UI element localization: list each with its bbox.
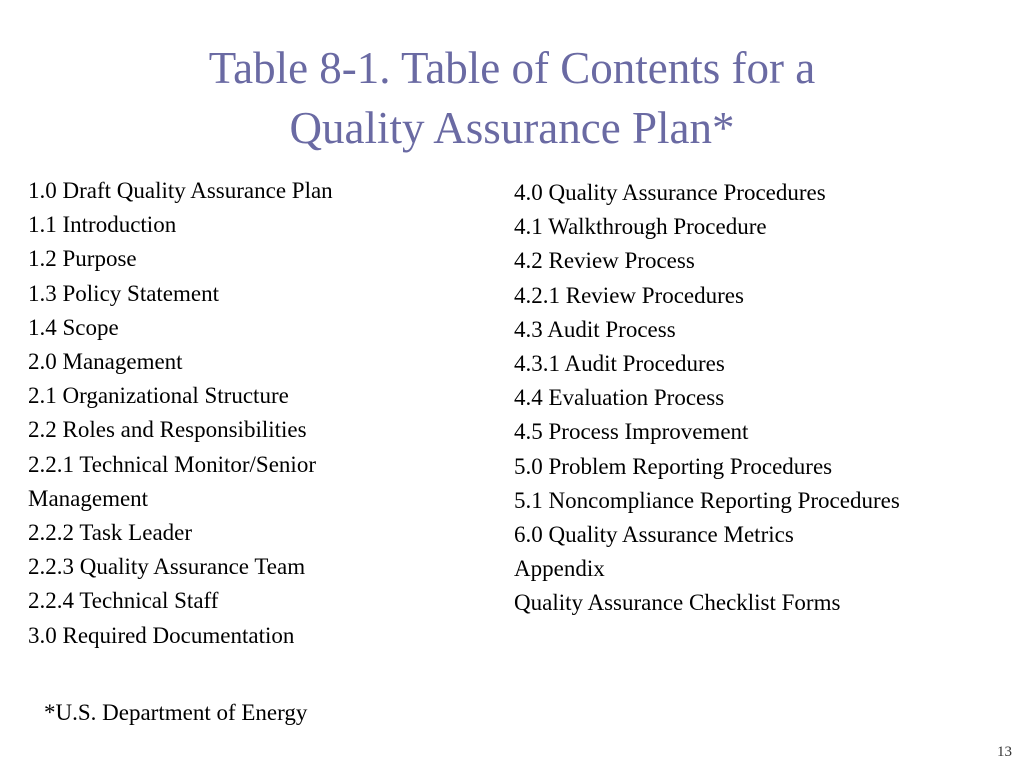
toc-entry: 4.2 Review Process (514, 248, 695, 274)
toc-entry: 2.2.4 Technical Staff (28, 588, 219, 614)
footnote: *U.S. Department of Energy (44, 700, 308, 725)
toc-right-column (514, 176, 1014, 621)
toc-entry: 4.4 Evaluation Process (514, 385, 725, 411)
toc-entry: 2.2.1 Technical Monitor/Senior Management (28, 451, 316, 511)
toc-entry: 4.5 Process Improvement (514, 419, 749, 445)
toc-entry: 5.0 Problem Reporting Procedures (514, 453, 833, 479)
toc-entry: 2.0 Management (28, 349, 183, 375)
toc-entry: 1.4 Scope (28, 314, 119, 340)
toc-left-column (28, 174, 408, 653)
toc-entry: 2.2 Roles and Responsibilities (28, 417, 307, 443)
toc-entry: 4.2.1 Review Procedures (514, 282, 744, 308)
toc-entry: Quality Assurance Checklist Forms (514, 590, 841, 616)
toc-entry: 4.1 Walkthrough Procedure (514, 214, 767, 240)
slide-title-line-2: Quality Assurance Plan* (289, 103, 735, 153)
toc-entry: 5.1 Noncompliance Reporting Procedures (514, 487, 900, 513)
toc-entry: 2.2.2 Task Leader (28, 520, 193, 546)
toc-entry: 4.3.1 Audit Procedures (514, 351, 725, 377)
toc-entry: 3.0 Required Documentation (28, 622, 295, 648)
toc-entry: 4.0 Quality Assurance Procedures (514, 180, 826, 205)
toc-entry: 6.0 Quality Assurance Metrics (514, 522, 794, 548)
toc-entry: Appendix (514, 556, 605, 582)
toc-entry: 1.0 Draft Quality Assurance Plan (28, 178, 333, 203)
slide-title (0, 38, 1024, 158)
slide-title-line-1: Table 8-1. Table of Contents for a (208, 43, 816, 93)
toc-entry: 1.2 Purpose (28, 246, 137, 272)
toc-entry: 1.3 Policy Statement (28, 280, 220, 306)
page-number: 13 (997, 744, 1012, 760)
toc-entry: 2.2.3 Quality Assurance Team (28, 554, 306, 580)
toc-entry: 4.3 Audit Process (514, 316, 676, 342)
toc-entry: 1.1 Introduction (28, 212, 177, 238)
toc-entry: 2.1 Organizational Structure (28, 383, 289, 409)
